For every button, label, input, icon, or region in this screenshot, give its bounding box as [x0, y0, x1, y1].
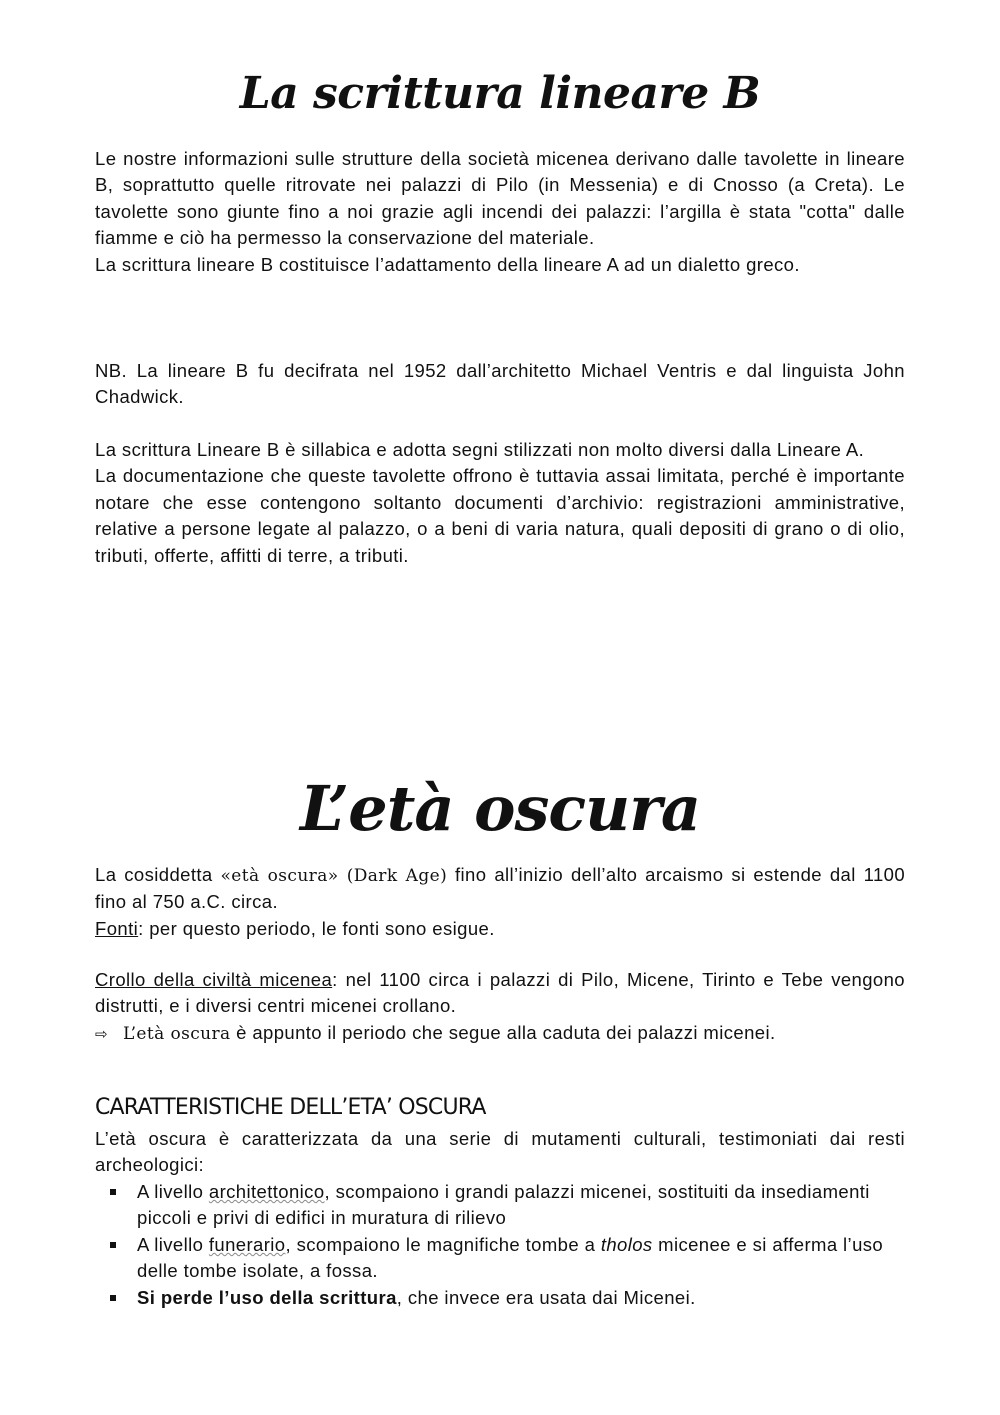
item-text: A livello	[137, 1181, 209, 1202]
fonti-label: Fonti	[95, 917, 139, 939]
dark-age-collapse	[95, 967, 905, 1048]
item-text: micenee e si afferma l’uso delle tombe isolate, a fossa.	[137, 1233, 884, 1282]
arrow-serif-text: L’età oscura	[123, 1023, 231, 1044]
bullet-icon	[110, 1295, 116, 1301]
item-text: , scompaiono i grandi palazzi micenei, sostituiti da insediamenti piccoli e privi di edifici in muratura di rilievo	[137, 1181, 870, 1229]
paragraph: Le nostre informazioni sulle strutture della società micenea derivano dalle tavolette in lineare B, soprattutto quelle ritrovate nei palazzi di Pilo (in Messenia) e di Cnosso (a Creta). Le tavolette sono giunte fino a noi grazie agli incendi dei palazzi: l’argilla è stata "cotta" dalle fiamme e ciò ha permesso la conservazione del materiale.	[95, 148, 905, 249]
intro-text: La cosiddetta	[95, 864, 221, 885]
list-item	[95, 1285, 905, 1311]
fonti-text: : per questo periodo, le fonti sono esigue.	[138, 917, 495, 939]
characteristics-list	[95, 1179, 905, 1311]
paragraph: La documentazione che queste tavolette offrono è tuttavia assai limitata, perché è importante notare che esse contengono soltanto documenti d’archivio: registrazioni amministrative, relative a persone legate al palazzo, o a beni di varia natura, quali depositi di grano o di olio, tributi, offerte, affitti di terre, a tributi.	[95, 465, 905, 566]
item-text: , scompaiono le magnifiche tombe a	[285, 1233, 601, 1255]
paragraph: L’età oscura è caratterizzata da una serie di mutamenti culturali, testimoniati dai resti archeologici:	[95, 1128, 905, 1176]
paragraph	[95, 967, 905, 1020]
paragraph: La scrittura Lineare B è sillabica e adotta segni stilizzati non molto diversi dalla Lineare A.	[95, 439, 865, 460]
bullet-icon	[110, 1242, 116, 1248]
item-italic: tholos	[600, 1233, 653, 1255]
paragraph	[95, 1020, 905, 1048]
item-text: A livello	[137, 1233, 209, 1255]
item-keyword: funerario	[208, 1233, 286, 1255]
arrow-right-icon: ⇨	[95, 1025, 108, 1043]
subheading: CARATTERISTICHE DELL’ETA’ OSCURA	[95, 1095, 486, 1120]
paragraph	[95, 862, 905, 916]
bullet-icon	[110, 1189, 116, 1195]
section-title-dark-age: L’età oscura	[299, 772, 701, 845]
note-paragraph: NB. La lineare B fu decifrata nel 1952 dall’architetto Michael Ventris e dal linguista John Chadwick.	[95, 360, 905, 408]
section-title-linear-b: La scrittura lineare B	[239, 68, 761, 119]
linear-b-paragraphs-2	[95, 437, 905, 569]
list-item	[95, 1179, 905, 1232]
paragraph: La scrittura lineare B costituisce l’adattamento della lineare A ad un dialetto greco.	[95, 253, 800, 275]
linear-b-paragraphs	[95, 146, 905, 278]
arrow-text: è appunto il periodo che segue alla caduta dei palazzi micenei.	[230, 1021, 776, 1043]
intro-serif-text: «età oscura» (Dark Age)	[220, 866, 448, 886]
intro-text-end: fino all’inizio dell’alto arcaismo si estende dal 1100 fino al 750 a.C. circa.	[95, 864, 906, 913]
item-bold: Si perde l’uso della scrittura	[137, 1286, 397, 1308]
crollo-text: : nel 1100 circa i palazzi di Pilo, Micene, Tirinto e Tebe vengono distrutti, e i diversi centri micenei crollano.	[95, 969, 906, 1017]
dark-age-intro	[95, 862, 905, 942]
paragraph	[95, 916, 905, 942]
note-block	[95, 358, 905, 411]
list-item	[95, 1232, 905, 1285]
crollo-label: Crollo della civiltà micenea	[95, 969, 333, 990]
item-text: , che invece era usata dai Micenei.	[396, 1286, 696, 1308]
item-keyword: architettonico	[208, 1181, 325, 1202]
subintro-block	[95, 1126, 905, 1179]
